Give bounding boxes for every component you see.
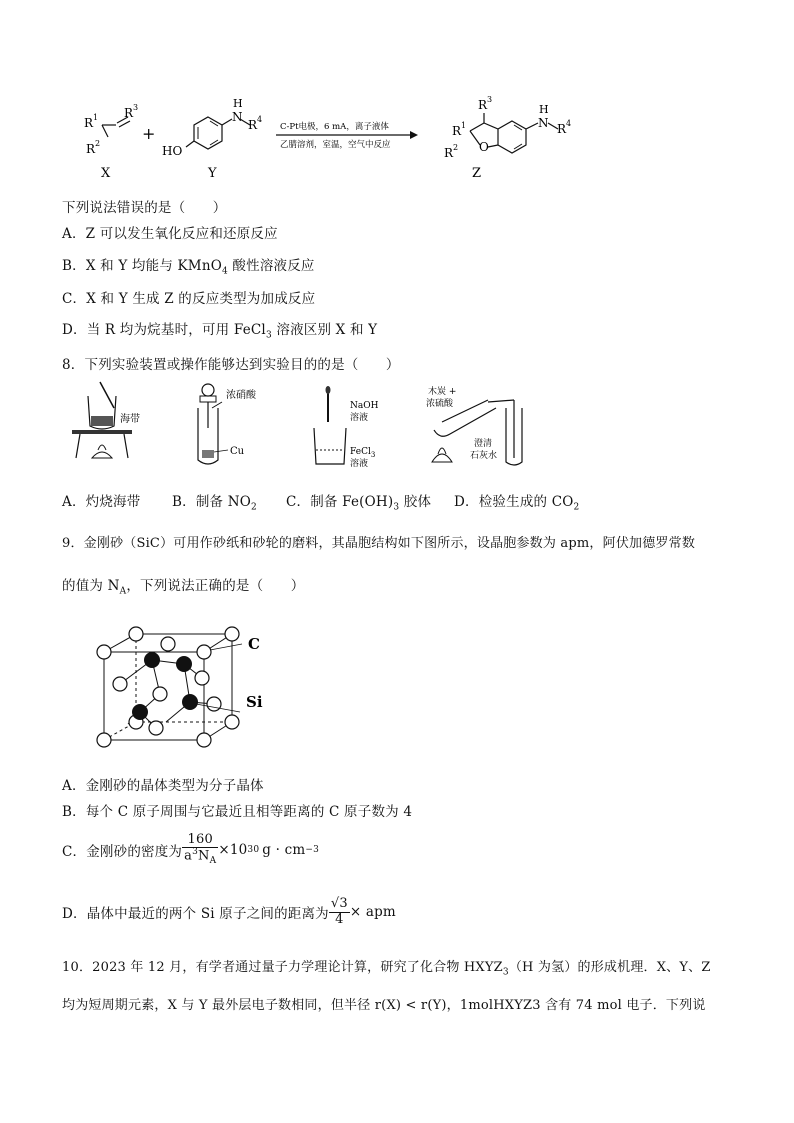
q8-apparatus-svg: [62, 378, 562, 470]
apparatus-d-label3: 澄清: [474, 439, 493, 449]
apparatus-c-label4: 溶液: [350, 459, 369, 469]
apparatus-d-label4: 石灰水: [470, 451, 498, 461]
q9-option-a: A．金刚砂的晶体类型为分子晶体: [62, 778, 264, 794]
unit-cell-svg: [90, 620, 290, 755]
x-r3: R: [124, 106, 134, 120]
distance-fraction: [329, 897, 350, 927]
carbon-atoms: [97, 627, 239, 747]
reaction-arrow: [276, 121, 418, 150]
reaction-diagram: [60, 95, 620, 185]
q7-option-d: D．当 R 均为烷基时，可用 FeCl$_3$ 溶液区别 X 和 Y: [62, 322, 378, 341]
legend-si: Si: [246, 693, 263, 711]
apparatus-a-burning-kelp: [72, 382, 140, 458]
apparatus-d-co2: [426, 385, 522, 465]
q8-apparatus-figures: [62, 378, 562, 470]
apparatus-b-label1: 浓硝酸: [226, 390, 256, 401]
q9-stem-line2: 的值为 $N_A$，下列说法正确的是（ ）: [62, 578, 305, 597]
q8-stem: 8．下列实验装置或操作能够达到实验目的的是（ ）: [62, 357, 400, 373]
q9-option-d: [62, 890, 396, 934]
z-r1: R: [452, 124, 462, 138]
q8-option-c: C．制备 $Fe(OH)_3$ 胶体: [286, 494, 432, 513]
apparatus-a-label: 海带: [120, 414, 140, 425]
label-z: Z: [472, 166, 482, 181]
q8-option-d: D．检验生成的 $CO_2$: [454, 494, 580, 513]
x-r2-sup: 2: [95, 139, 101, 148]
q9-c-prefix: C．金刚砂的密度为: [62, 844, 183, 860]
q10-line2: 均为短周期元素，X 与 Y 最外层电子数相同，但半径 r(X) < r(Y)，1molHXYZ3 含有 74 mol 电子．下列说: [62, 998, 706, 1013]
y-ho: HO: [162, 144, 183, 158]
z-r2: R: [444, 146, 454, 160]
apparatus-b-no2: [198, 384, 257, 464]
label-x: X: [101, 166, 111, 181]
silicon-atoms: [132, 652, 198, 720]
y-h: H: [233, 97, 243, 110]
y-r4-sup: 4: [257, 115, 263, 124]
q9-stem-line1: 9．金刚砂（SiC）可用作砂纸和砂轮的磨料，其晶胞结构如下图所示，设晶胞参数为 apm，阿伏加德罗常数: [62, 536, 696, 551]
y-n: N: [232, 110, 243, 124]
q9-option-b: B．每个 C 原子周围与它最近且相等距离的 C 原子数为 4: [62, 804, 413, 820]
distance-numerator: √3: [330, 896, 348, 912]
compound-y: [162, 97, 262, 181]
q9-d-prefix: D．晶体中最近的两个 Si 原子之间的距离为: [62, 906, 329, 922]
compound-x: [84, 103, 138, 181]
q10-line1: 10．2023 年 12 月，有学者通过量子力学理论计算，研究了化合物 $HXYZ_3(H$ 为氢）的形成机理．X、Y、Z: [62, 960, 711, 978]
z-r4: R: [557, 122, 567, 136]
arrow-bottom-conditions: 乙腈溶剂，室温，空气中反应: [280, 140, 391, 150]
density-denominator: $a^3N_A$: [184, 847, 217, 867]
apparatus-c-label2: 溶液: [350, 413, 369, 423]
density-fraction: [182, 833, 218, 867]
z-r3: R: [478, 98, 488, 112]
apparatus-d-label1: 木炭 +: [428, 387, 457, 397]
reaction-scheme: [60, 95, 620, 185]
arrow-top-conditions: C-Pt电极，6 mA，离子液体: [280, 122, 389, 132]
compound-z: [444, 95, 571, 181]
distance-denominator: 4: [335, 911, 344, 927]
q8-option-a: A．灼烧海带: [62, 494, 141, 510]
legend-c: C: [248, 635, 260, 653]
label-y: Y: [208, 166, 217, 181]
z-r2-sup: 2: [453, 143, 459, 152]
q8-option-b: B．制备 $NO_2$: [172, 494, 257, 513]
q7-option-a: A．Z 可以发生氧化反应和还原反应: [62, 226, 278, 242]
apparatus-b-label2: Cu: [230, 446, 245, 457]
z-n: N: [538, 116, 549, 130]
q7-stem: 下列说法错误的是（ ）: [62, 200, 227, 216]
density-power: ×10: [218, 842, 248, 858]
apparatus-c-label1: NaOH: [350, 401, 379, 411]
x-r3-sup: 3: [133, 103, 139, 112]
q9-option-c: C．金刚砂的密度为 $\frac{160}{a^3N_A}$ ×10 30 g · cm −3: [62, 831, 320, 867]
distance-unit: × apm: [349, 904, 396, 920]
apparatus-c-fe-oh3: [314, 386, 379, 469]
x-r2: R: [86, 142, 96, 156]
density-numerator: 160: [182, 833, 218, 848]
apparatus-d-label2: 浓硫酸: [426, 399, 454, 409]
y-r4: R: [248, 118, 258, 132]
x-r1: R: [84, 116, 94, 130]
density-unit: g · cm: [262, 842, 306, 858]
z-r4-sup: 4: [566, 119, 572, 128]
plus-sign: +: [142, 124, 156, 143]
q7-option-c: C．X 和 Y 生成 Z 的反应类型为加成反应: [62, 291, 316, 307]
z-h: H: [539, 103, 549, 116]
q7-option-b: B．X 和 Y 均能与 KMnO$_4$ 酸性溶液反应: [62, 258, 315, 277]
z-o: O: [479, 140, 489, 154]
z-r3-sup: 3: [487, 95, 493, 104]
sic-unit-cell-figure: [90, 620, 290, 755]
z-r1-sup: 1: [461, 121, 467, 130]
x-r1-sup: 1: [93, 113, 99, 122]
apparatus-c-label3: FeCl$_3$: [350, 447, 376, 459]
